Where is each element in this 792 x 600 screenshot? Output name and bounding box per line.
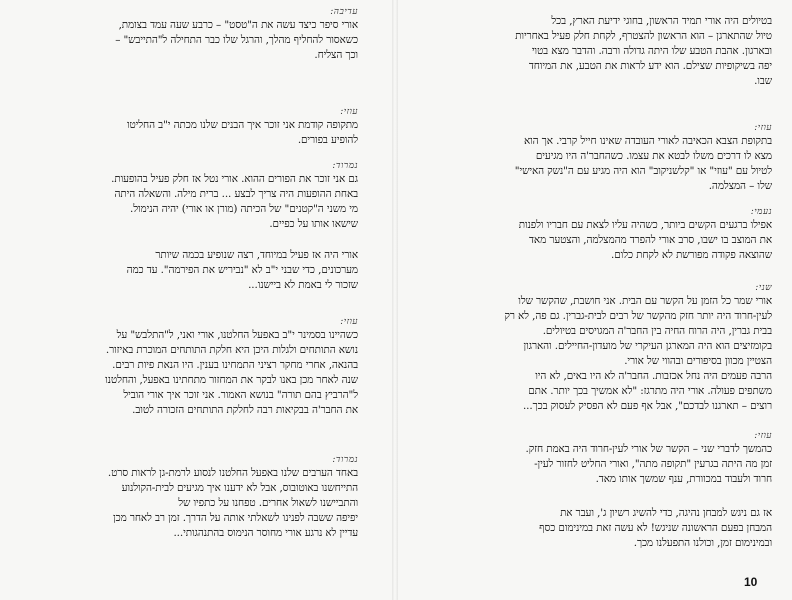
passage-naomi-camera <box>418 206 772 263</box>
speaker-label: שני: <box>755 283 772 293</box>
text-line: אורי סיפר כיצד עשה את ה"טסט" – כרבע שעה עמד בצומת, <box>118 19 358 31</box>
text-line: בבית גברין, היה הרוח החיה בין החבר'ה המגויסים בטיולים. <box>542 325 772 337</box>
text-line: אורי היה אז פעיל במיוחד, רצה שנופיע בכמה שיותר <box>155 249 358 261</box>
text-line: שזכור לי באמת לא ביישנו... <box>248 279 358 291</box>
speaker-label: עוזי: <box>340 107 358 117</box>
text-line: כהמשך לדברי שני – הקשר של אורי לעין-חרוד היה באמת חזק. <box>525 443 772 455</box>
text-line: וכך הצליח. <box>314 49 358 61</box>
text-line: מערכונים, כדי שבני י"ב לא "נביריש את הפירמה". עד כמה <box>126 264 358 276</box>
passage-uzi-army <box>418 122 772 194</box>
speaker-label: נעמי: <box>750 207 772 217</box>
text-line: נושא התותחים ולגלות היכן היא חלקת התותחים המוכרת באיזור. <box>105 344 358 356</box>
passage-driving-test <box>418 506 772 551</box>
text-line: יפה בשיקופיות שצילם. הוא ידע לראות את הטבע, את המיוחד <box>528 60 772 72</box>
speaker-label: נמרוד: <box>332 455 358 465</box>
text-line: ובמינימום זמן, וכולנו התפעלנו מכך. <box>633 537 772 549</box>
text-line: שבו. <box>754 75 772 87</box>
text-line: אורי שמר כל הזמן על הקשר עם הבית. אני חושבת, שהקשר שלו <box>518 295 772 307</box>
text-line: טיול שהתארגן – הוא הראשון להצטרף, לקחת חלק פעיל באחריות <box>515 30 772 42</box>
page-number: 10 <box>744 575 758 589</box>
text-line: זמן מה היתה בגרעין "תקופה מתה", ואורי החליט לחזור לעין- <box>534 458 772 470</box>
text-line: משתפים פעולה. אורי היה מתרגז: "לא אמשיך בכך יותר. אתם <box>528 385 772 397</box>
text-line: שישאו אותו על כפיים. <box>269 218 358 230</box>
passage-uri-active <box>14 248 358 293</box>
text-line: חרוד ולעבוד במכוורת, ענף שמשך אותו מאד. <box>595 473 772 485</box>
text-line: כשאסור להחליף מהלך, והרגל שלו כבר התחילה ל"התייבש" – <box>115 34 358 46</box>
text-line: והתביישנו לשאול אחרים. טפחנו על כתפיו של <box>178 497 358 509</box>
passage-uzi-seminar <box>14 316 358 418</box>
passage-nimrod-movie <box>14 454 358 541</box>
text-line: באחד הערבים שלנו באפעל החלטנו לנסוע לרמת-גן לראות סרט. <box>107 467 358 479</box>
passage-nimrod-purim <box>14 160 358 232</box>
text-line: ובארגון. אהבת הטבע שלו היתה גדולה ורבה. והדבר מצא בטוי <box>531 45 772 57</box>
text-line: לטיול עם "עוזי" או "קלשניקוב" הוא היה מגיע עם ה"נשק האישי" <box>514 165 772 177</box>
text-line: מצא לו דרכים משלו לבטא את עצמו. כשהחבר'ה היו מגיעים <box>535 150 772 162</box>
speaker-label: עוזי: <box>754 123 772 133</box>
text-line: שנה לאחר מכן באנו לבקר את המחזור מתחתינו באפעל, והחלטנו <box>105 374 358 386</box>
text-line: אז גם ניגש למבחן נהיגה, כדי להשיג רשיון ג', ועבר את <box>560 507 772 519</box>
text-line: אפילו ברגעים הקשים ביותר, כשהיה עליו לצאת עם חבריו ולפנות <box>518 219 772 231</box>
text-line: המבחן בפעם הראשונה שניגש! לא עשה זאת במינימום כסף <box>539 522 772 534</box>
text-line: בטיולים היה אורי תמיד הראשון, בחוגי ידיעת הארץ, בכל <box>551 15 772 27</box>
text-line: בהנאה, אחרי מחקר רציני התמחינו בענין. היו הנאת פיות רבים. <box>112 359 358 371</box>
text-line: ל"הרביץ בהם תורה" בנושא האמור. אני זוכר איך אורי הוביל <box>123 389 358 401</box>
passage-adiva-test <box>14 6 358 63</box>
text-line: גם אני זוכר את הפורים ההוא. אורי נטל אז חלק פעיל בהופעות. <box>111 173 358 185</box>
text-line: הצטיין מכוון בסיפורים ובהווי של אורי. <box>624 355 772 367</box>
text-line: להופיע בפורים. <box>297 134 358 146</box>
text-line: מתקופה קודמת אני זוכר איך הבנים שלנו מכתה י"ב החליטו <box>126 119 358 131</box>
book-gutter <box>392 0 398 600</box>
text-line: באחת ההופעות היה צריך לבצע ... ברית מילה. והשאלה היתה <box>114 188 358 200</box>
text-line: את המוצב בו ישבו, סרב אורי להפרד מהמצלמה, והצטער מאד <box>529 234 772 246</box>
passage-uzi-eincharod <box>418 430 772 487</box>
text-line: הרבה פעמים היה נחל אכזבות. החבר'ה לא היו באים, לא היו <box>535 370 772 382</box>
speaker-label: עוזי: <box>754 431 772 441</box>
text-line: בתקופת הצבא הכאיבה לאורי העובדה שאינו חייל קרבי. אך הוא <box>523 135 772 147</box>
text-line: את החבר'ה בבקיאות רבה לחלקת התותחים הזכורה לטוב. <box>132 404 358 416</box>
text-line: בקומזיצים הוא היה המארגן העיקרי של מועדון-החיילים. והארגון <box>523 340 772 352</box>
speaker-label: עדיבה: <box>330 7 358 17</box>
passage-shani-home <box>418 282 772 414</box>
text-line: עדיין לא נרגע אורי מחוסר הנימוס בהתנהגותי... <box>173 527 358 539</box>
text-line: מי משני ה"קטנים" של הכיתה (מורן או אורי) יהיה הנימול. <box>130 203 358 215</box>
text-line: התייחשנו באוטובוס, אבל לא ידענו איך מגיעים לבית-הקולנוע <box>121 482 358 494</box>
speaker-label: עוזי: <box>340 317 358 327</box>
text-line: לעין-חרוד היה יותר חזק מהקשר של רבים לבית-גברין. גם פה, לא רק <box>504 310 772 322</box>
text-line: כשהיינו בסמינר י"ב באפעל החלטנו, אורי ואני, ל"התלבש" על <box>116 329 358 341</box>
speaker-label: נמרוד: <box>332 161 358 171</box>
text-line: שלו – המצלמה. <box>708 180 772 192</box>
text-line: יפיפה ששבה לפנינו לשאלתי אותה על הדרך. זמן רב לאחר מכן <box>113 512 358 524</box>
text-line: שהוצאה פקודה מפורשת לא לקחת כלום. <box>611 249 772 261</box>
text-line: רוצים – תארגנו לבדכם", אבל אף פעם לא הפסיק לעסוק בכך... <box>522 400 772 412</box>
passage-trips <box>418 6 772 89</box>
passage-uzi-purim <box>14 106 358 148</box>
